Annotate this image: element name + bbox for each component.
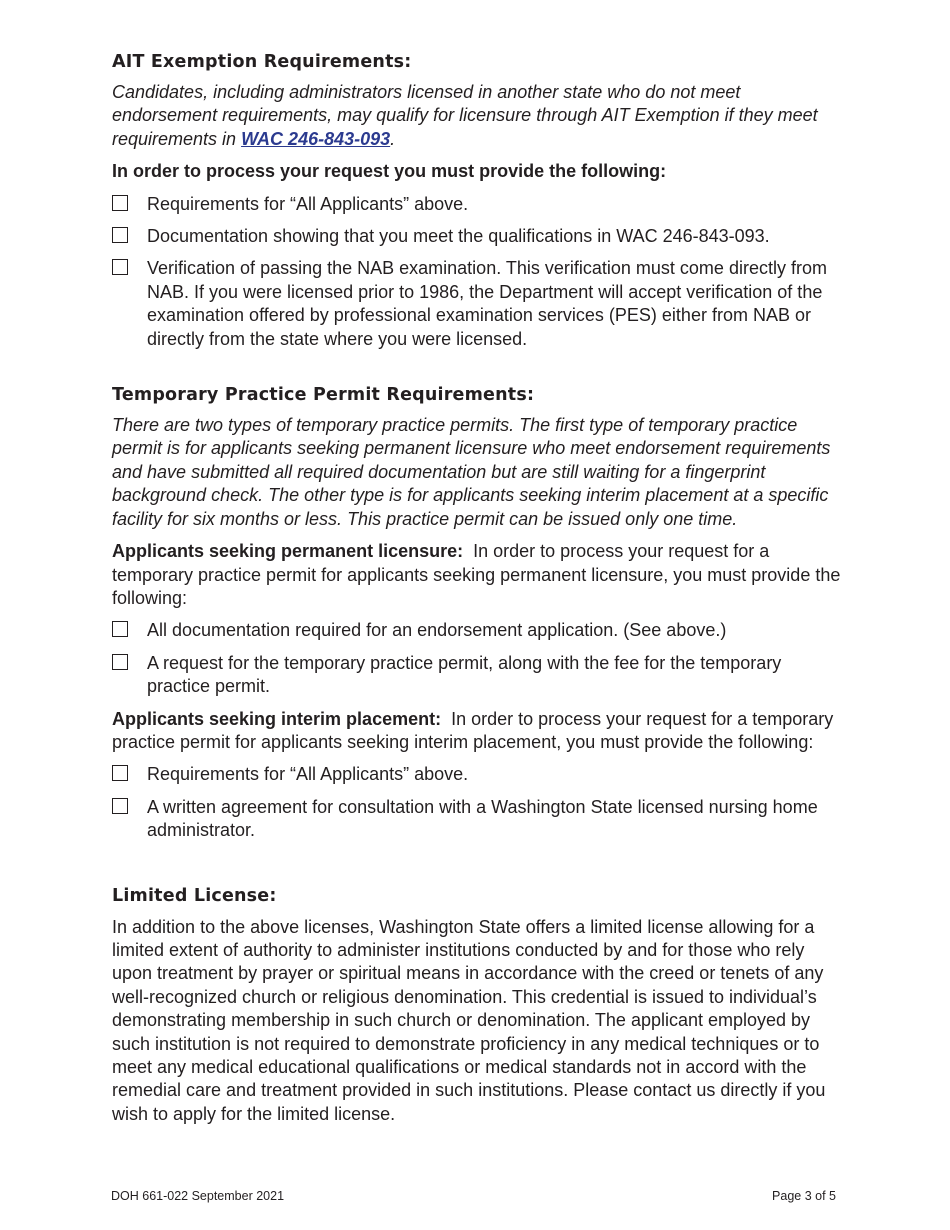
checkbox[interactable] xyxy=(112,654,128,670)
checklist-item-text: All documentation required for an endorsement application. (See above.) xyxy=(147,620,727,641)
permanent-licensure-paragraph xyxy=(112,540,842,610)
checklist-item-text: Documentation showing that you meet the qualifications in WAC 246-843-093. xyxy=(147,226,770,247)
checklist-item[interactable] xyxy=(112,193,842,216)
checklist-item-text: Verification of passing the NAB examination. This verification must come directly from NAB. If you were licensed prior to 1986, the Department will accept verification of the examination offered by professional examination services (PES) either from NAB or directly from the state where you were licensed. xyxy=(147,258,827,349)
checkbox[interactable] xyxy=(112,227,128,243)
ait-intro xyxy=(112,81,842,151)
checklist-item[interactable] xyxy=(112,225,842,248)
permanent-licensure-text: In order to process your request for a temporary practice permit for applicants seeking permanent licensure, you must provide the following: xyxy=(112,541,841,608)
ait-instruction: In order to process your request you must provide the following: xyxy=(112,161,667,182)
document-page xyxy=(112,52,842,1126)
checkbox[interactable] xyxy=(112,621,128,637)
checklist-item-text: Requirements for “All Applicants” above. xyxy=(147,764,469,785)
page-footer xyxy=(111,1189,836,1203)
form-id: DOH 661-022 September 2021 xyxy=(111,1189,285,1203)
checkbox[interactable] xyxy=(112,765,128,781)
checklist-item[interactable] xyxy=(112,652,842,699)
interim-placement-text: In order to process your request for a temporary practice permit for applicants seeking interim placement, you must provide the following: xyxy=(112,708,834,752)
interim-placement-label: Applicants seeking interim placement: xyxy=(112,708,442,729)
checklist-item[interactable] xyxy=(112,619,842,642)
checklist-item-text: A request for the temporary practice permit, along with the fee for the temporary practice permit. xyxy=(147,652,782,697)
checklist-item-text: Requirements for “All Applicants” above. xyxy=(147,193,469,214)
interim-placement-paragraph xyxy=(112,708,842,755)
checklist-item[interactable] xyxy=(112,763,842,786)
ait-intro-text: Candidates, including administrators licensed in another state who do not meet endorsement requirements, may qualify for licensure through AIT Exemption if they meet requirements in xyxy=(112,82,818,149)
checklist-item[interactable] xyxy=(112,796,842,843)
temp-permit-heading: Temporary Practice Permit Requirements: xyxy=(112,385,535,406)
checklist-item-text: A written agreement for consultation with a Washington State licensed nursing home administrator. xyxy=(147,796,818,841)
checkbox[interactable] xyxy=(112,798,128,814)
wac-link[interactable]: WAC 246-843-093 xyxy=(241,128,391,149)
permanent-licensure-label: Applicants seeking permanent licensure: xyxy=(112,541,464,562)
checkbox[interactable] xyxy=(112,259,128,275)
checkbox[interactable] xyxy=(112,195,128,211)
limited-license-heading: Limited License: xyxy=(112,885,277,906)
temp-permit-intro: There are two types of temporary practice permits. The first type of temporary practice permit is for applicants seeking permanent licensure who meet endorsement requirements and have submitted all required documentation but are still waiting for a fingerprint background check. The other type is for applicants seeking interim placement at a specific facility for six months or less. This practice permit can be issued only one time. xyxy=(112,415,831,529)
checklist-item[interactable] xyxy=(112,257,842,351)
limited-license-body: In addition to the above licenses, Washington State offers a limited license allowing for a limited extent of authority to administer institutions conducted by and for those who rely upon treatment by prayer or spiritual means in accordance with the creed or tenets of any well-recognized church or religious denomination. This credential is issued to individual’s demonstrating membership in such church or denomination. The applicant employed by such institution is not required to demonstrate proficiency in any medical techniques or to meet any medical educational qualifications or medical standards not in accord with the remedial care and treatment provided in such institutions. Please contact us directly if you wish to apply for the limited license. xyxy=(112,916,826,1124)
ait-intro-end: . xyxy=(390,128,396,149)
page-number: Page 3 of 5 xyxy=(772,1189,836,1203)
ait-heading: AIT Exemption Requirements: xyxy=(112,52,412,72)
